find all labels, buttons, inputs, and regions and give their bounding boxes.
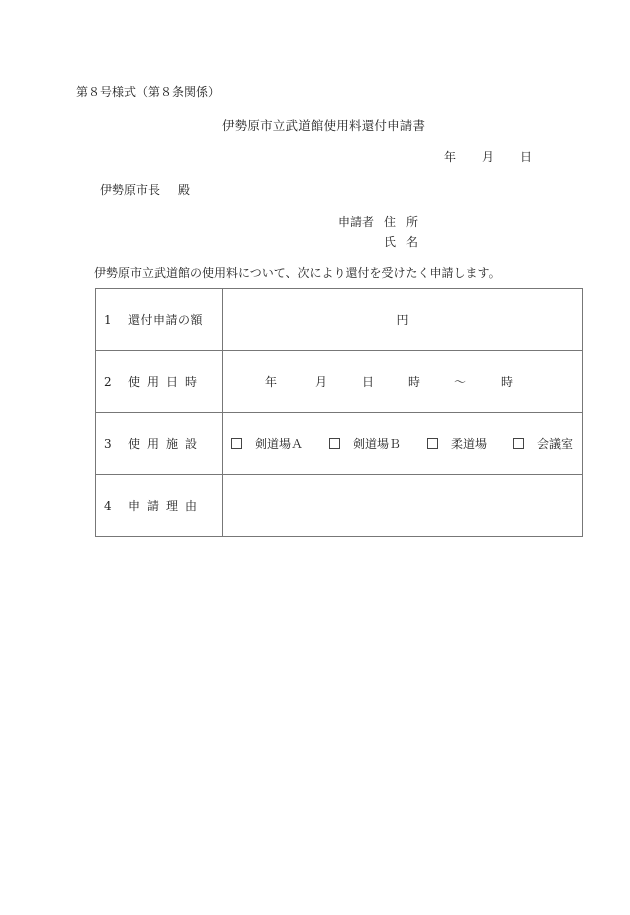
form-number: 第８号様式（第８条関係）	[76, 85, 221, 99]
address-label-part2: 所	[406, 215, 419, 229]
row-number: 2	[104, 375, 112, 389]
addressee-honorific: 殿	[178, 183, 191, 197]
facility-options	[223, 413, 583, 475]
usage-start-hour: 時	[408, 375, 421, 389]
intro-text: 伊勢原市立武道館の使用料について、次により還付を受けたく申請します。	[94, 266, 501, 280]
reason-field[interactable]	[223, 475, 583, 537]
address-label-part1: 住	[384, 215, 397, 229]
checkbox-icon[interactable]	[427, 438, 438, 449]
facility-label: 会議室	[537, 437, 574, 451]
label-usage-datetime	[96, 351, 223, 413]
table-row-refund-amount	[96, 289, 583, 351]
refund-amount-field[interactable]	[223, 289, 583, 351]
checkbox-icon[interactable]	[513, 438, 524, 449]
row-number: 4	[104, 499, 112, 513]
application-form-table	[95, 288, 583, 537]
facility-option-kendo-a[interactable]	[231, 435, 303, 452]
table-row-facility	[96, 413, 583, 475]
row-label: 使用日時	[128, 375, 205, 389]
facility-label: 剣道場Ｂ	[353, 437, 402, 451]
submission-date	[444, 151, 532, 163]
table-row-usage-datetime	[96, 351, 583, 413]
checkbox-icon[interactable]	[329, 438, 340, 449]
row-label: 使用施設	[128, 437, 205, 451]
facility-option-kendo-b[interactable]	[329, 435, 401, 452]
yen-unit: 円	[396, 313, 409, 327]
usage-datetime-field[interactable]	[223, 351, 583, 413]
row-number: 3	[104, 437, 112, 451]
usage-year: 年	[265, 375, 278, 389]
applicant-name-line	[384, 236, 418, 248]
facility-option-meeting-room[interactable]	[513, 435, 573, 452]
table-row-reason	[96, 475, 583, 537]
checkbox-icon[interactable]	[231, 438, 242, 449]
usage-month: 月	[315, 375, 328, 389]
date-month-field[interactable]: 月	[482, 150, 495, 164]
date-day-field[interactable]: 日	[520, 150, 533, 164]
name-label-part2: 名	[406, 235, 419, 249]
document-title: 伊勢原市立武道館使用料還付申請書	[222, 118, 426, 133]
row-number: 1	[104, 313, 112, 327]
row-label: 申請理由	[128, 499, 205, 513]
applicant-address-line	[338, 216, 418, 228]
row-label: 還付申請の額	[128, 313, 204, 327]
name-label-part1: 氏	[384, 235, 397, 249]
label-facility	[96, 413, 223, 475]
facility-option-judo[interactable]	[427, 435, 487, 452]
usage-day: 日	[362, 375, 375, 389]
addressee-name: 伊勢原市長	[100, 183, 161, 197]
label-reason	[96, 475, 223, 537]
facility-label: 剣道場Ａ	[255, 437, 304, 451]
addressee	[100, 184, 190, 196]
range-tilde: ～	[454, 375, 467, 389]
facility-label: 柔道場	[451, 437, 488, 451]
usage-end-hour: 時	[501, 375, 514, 389]
date-year-field[interactable]: 年	[444, 150, 457, 164]
label-refund-amount	[96, 289, 223, 351]
applicant-label: 申請者	[338, 215, 375, 229]
